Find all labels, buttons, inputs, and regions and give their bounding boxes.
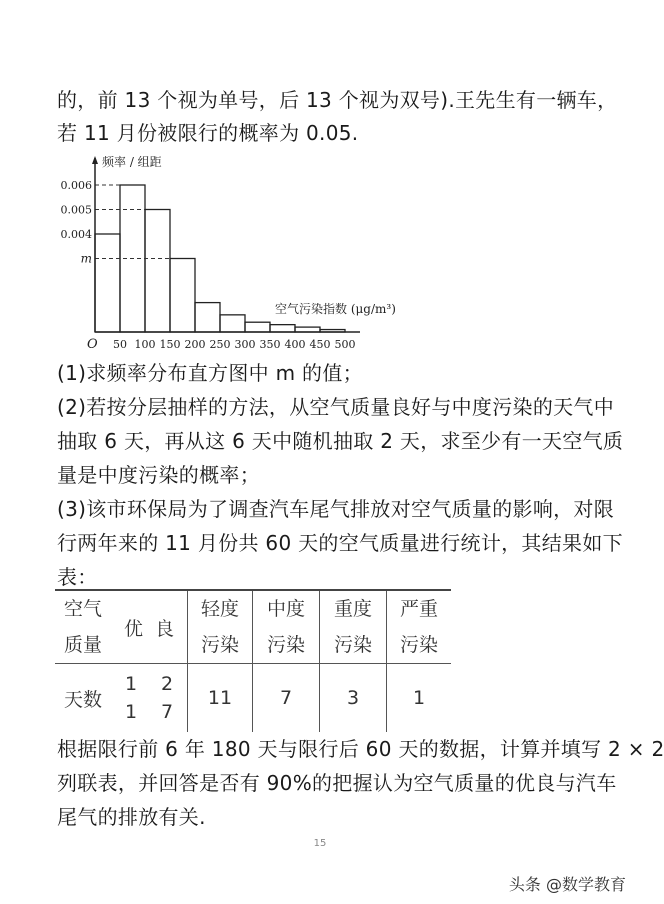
watermark: 头条 @数学教育	[508, 875, 626, 894]
question-2: (2)若按分层抽样的方法，从空气质量良好与中度污染的天气中	[57, 395, 615, 419]
x-tick-label: 300	[234, 338, 256, 351]
air-quality-table	[55, 589, 451, 732]
x-tick-label: 450	[309, 338, 331, 351]
x-tick-label: 350	[259, 338, 281, 351]
text-line: 尾气的排放有关.	[57, 805, 206, 829]
x-axis-label: 空气污染指数 (μg/m³)	[275, 302, 396, 316]
question-2: 抽取 6 天，再从这 6 天中随机抽取 2 天，求至少有一天空气质	[57, 429, 624, 453]
digit: 1	[124, 673, 138, 695]
y-axis-label: 频率 / 组距	[102, 155, 162, 169]
table-cell: 11	[188, 664, 253, 733]
header-cell: 空气 质量	[55, 590, 111, 664]
question-3: 表：	[57, 565, 98, 589]
table-header-row	[55, 590, 451, 664]
page-number: 15	[313, 838, 327, 849]
table-cell: 7	[253, 664, 320, 733]
x-tick-label: 50	[113, 338, 127, 351]
question-1: (1)求频率分布直方图中 m 的值；	[57, 361, 363, 385]
frequency-histogram	[50, 150, 396, 352]
y-tick-label: 0.004	[60, 228, 92, 241]
row-label: 天数	[63, 688, 102, 711]
digit: 2	[160, 673, 174, 695]
question-2: 量是中度污染的概率；	[57, 463, 260, 487]
header-cell: 中度 污染	[253, 590, 320, 664]
histogram-bar	[195, 303, 220, 332]
text-line: 根据限行前 6 年 180 天与限行后 60 天的数据，计算并填写 2 × 2	[57, 737, 664, 761]
header-cell: 重度 污染	[320, 590, 387, 664]
header-cell: 轻度 污染	[188, 590, 253, 664]
histogram-bar	[220, 315, 245, 332]
histogram-bar	[145, 210, 170, 333]
header-cell: 严重 污染	[387, 590, 452, 664]
text-line: 列联表，并回答是否有 90%的把握认为空气质量的优良与汽车	[57, 771, 617, 795]
header-cell: 优 良	[111, 590, 188, 664]
x-tick-label: 250	[209, 338, 231, 351]
table-cell: 1	[387, 664, 452, 733]
question-3: 行两年来的 11 月份共 60 天的空气质量进行统计，其结果如下	[57, 531, 623, 555]
y-tick-label: 0.006	[60, 179, 92, 192]
histogram-bar	[95, 234, 120, 332]
y-tick-label: m	[80, 251, 92, 266]
digit: 7	[160, 701, 174, 723]
histogram-bar	[270, 325, 295, 332]
text-line: 的，前 13 个视为单号，后 13 个视为双号).王先生有一辆车，	[57, 88, 618, 112]
x-tick-label: 500	[334, 338, 356, 351]
question-3: (3)该市环保局为了调查汽车尾气排放对空气质量的影响，对限	[57, 497, 615, 521]
y-tick-label: 0.005	[60, 203, 92, 217]
x-tick-label: 150	[159, 338, 181, 351]
origin-label: O	[87, 337, 98, 352]
x-tick-label: 100	[134, 338, 156, 351]
text-line: 若 11 月份被限行的概率为 0.05.	[57, 121, 359, 145]
x-tick-label: 200	[184, 338, 206, 351]
table-row	[55, 664, 451, 733]
y-axis-arrow	[92, 156, 98, 164]
histogram-bar	[170, 259, 195, 333]
x-tick-label: 400	[284, 338, 306, 351]
histogram-bar	[245, 322, 270, 332]
table-cell: 3	[320, 664, 387, 733]
digit: 1	[124, 701, 138, 723]
youliang-cell	[111, 664, 188, 733]
